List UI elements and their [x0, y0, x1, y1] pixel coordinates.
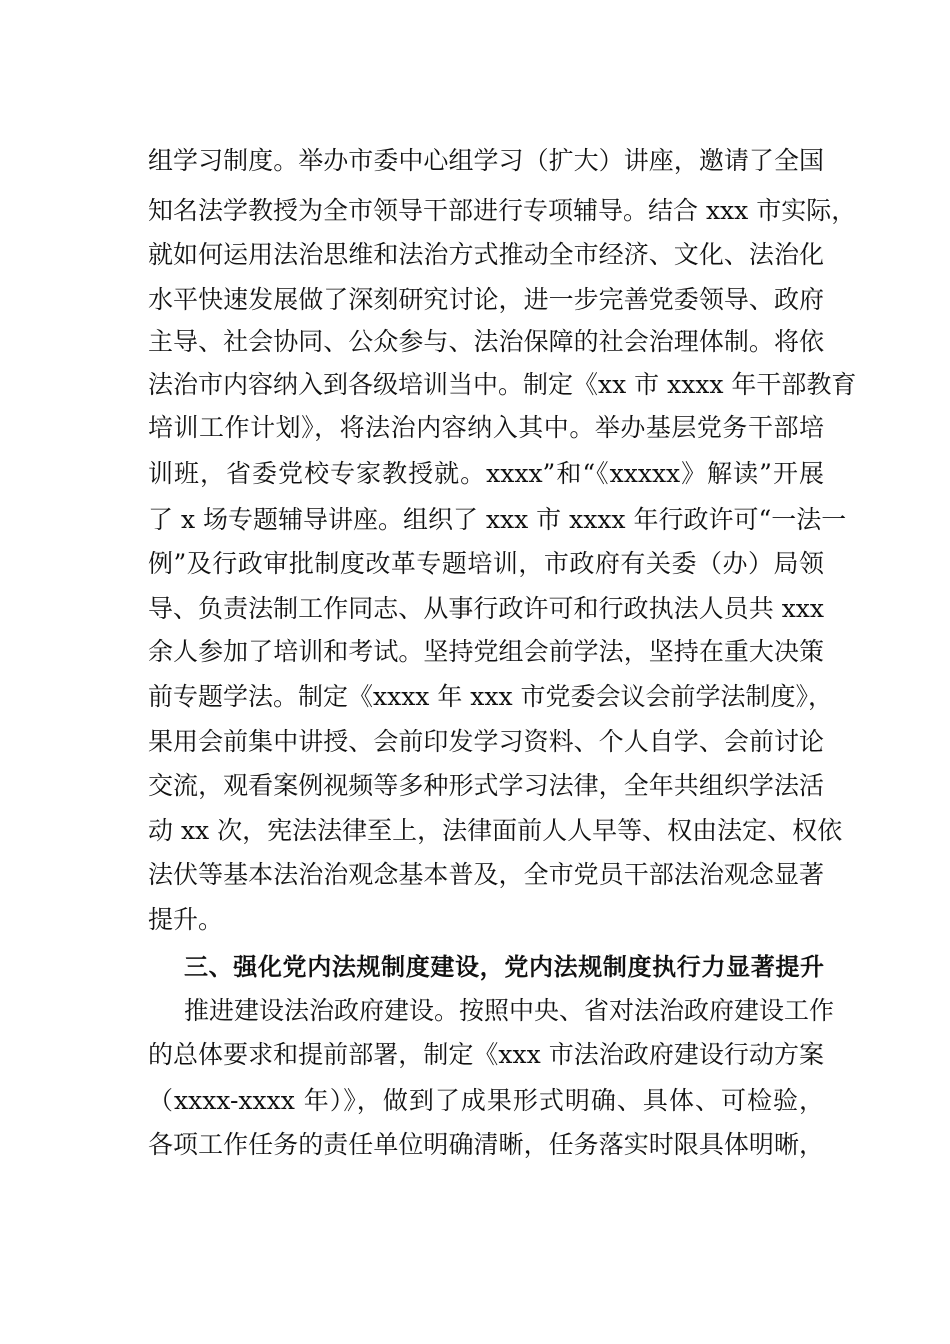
text-line: 动 xx 次，宪法法律至上，法律面前人人早等、权由法定、权依 [148, 816, 843, 845]
text-line: 果用会前集中讲授、会前印发学习资料、个人自学、会前讨论 [148, 727, 824, 756]
text-line: 就如何运用法治思维和法治方式推动全市经济、文化、法治化 [148, 240, 824, 269]
text-line: 法伏等基本法治治观念基本普及，全市党员干部法治观念显著 [148, 860, 824, 889]
text-line: 例”及行政审批制度改革专题培训，市政府有关委（办）局领 [148, 549, 824, 578]
text-line: 训班，省委党校专家教授就。xxxx”和“《xxxxx》解读”开展 [148, 459, 824, 488]
text-line: 提升。 [148, 905, 224, 934]
text-line: 余人参加了培训和考试。坚持党组会前学法，坚持在重大决策 [148, 637, 824, 666]
text-line: 培训工作计划》，将法治内容纳入其中。举办基层党务干部培 [148, 413, 824, 442]
text-line: 交流，观看案例视频等多种形式学习法律，全年共组织学法活 [148, 771, 824, 800]
text-line: 推进建设法治政府建设。按照中央、省对法治政府建设工作 [184, 996, 835, 1025]
text-line: 主导、社会协同、公众参与、法治保障的社会治理体制。将依 [148, 327, 824, 356]
text-line: 知名法学教授为全市领导干部进行专项辅导。结合 xxx 市实际， [148, 196, 857, 225]
text-line: 的总体要求和提前部署，制定《xxx 市法治政府建设行动方案 [148, 1040, 824, 1069]
section-heading: 三、强化党内法规制度建设，党内法规制度执行力显著提升 [184, 953, 824, 981]
text-line: 水平快速发展做了深刻研究讨论，进一步完善党委领导、政府 [148, 285, 824, 314]
text-line: 各项工作任务的责任单位明确清晰，任务落实时限具体明晰， [148, 1130, 824, 1159]
text-line: 组学习制度。举办市委中心组学习（扩大）讲座，邀请了全国 [148, 146, 824, 175]
text-line: 导、负责法制工作同志、从事行政许可和行政执法人员共 xxx [148, 594, 824, 623]
text-line: 法治市内容纳入到各级培训当中。制定《xx 市 xxxx 年干部教育 [148, 370, 857, 399]
text-line: （xxxx-xxxx 年）》，做到了成果形式明确、具体、可检验， [148, 1086, 824, 1115]
text-line: 了 x 场专题辅导讲座。组织了 xxx 市 xxxx 年行政许可“一法一 [148, 505, 847, 534]
text-line: 前专题学法。制定《xxxx 年 xxx 市党委会议会前学法制度》， [148, 682, 834, 711]
